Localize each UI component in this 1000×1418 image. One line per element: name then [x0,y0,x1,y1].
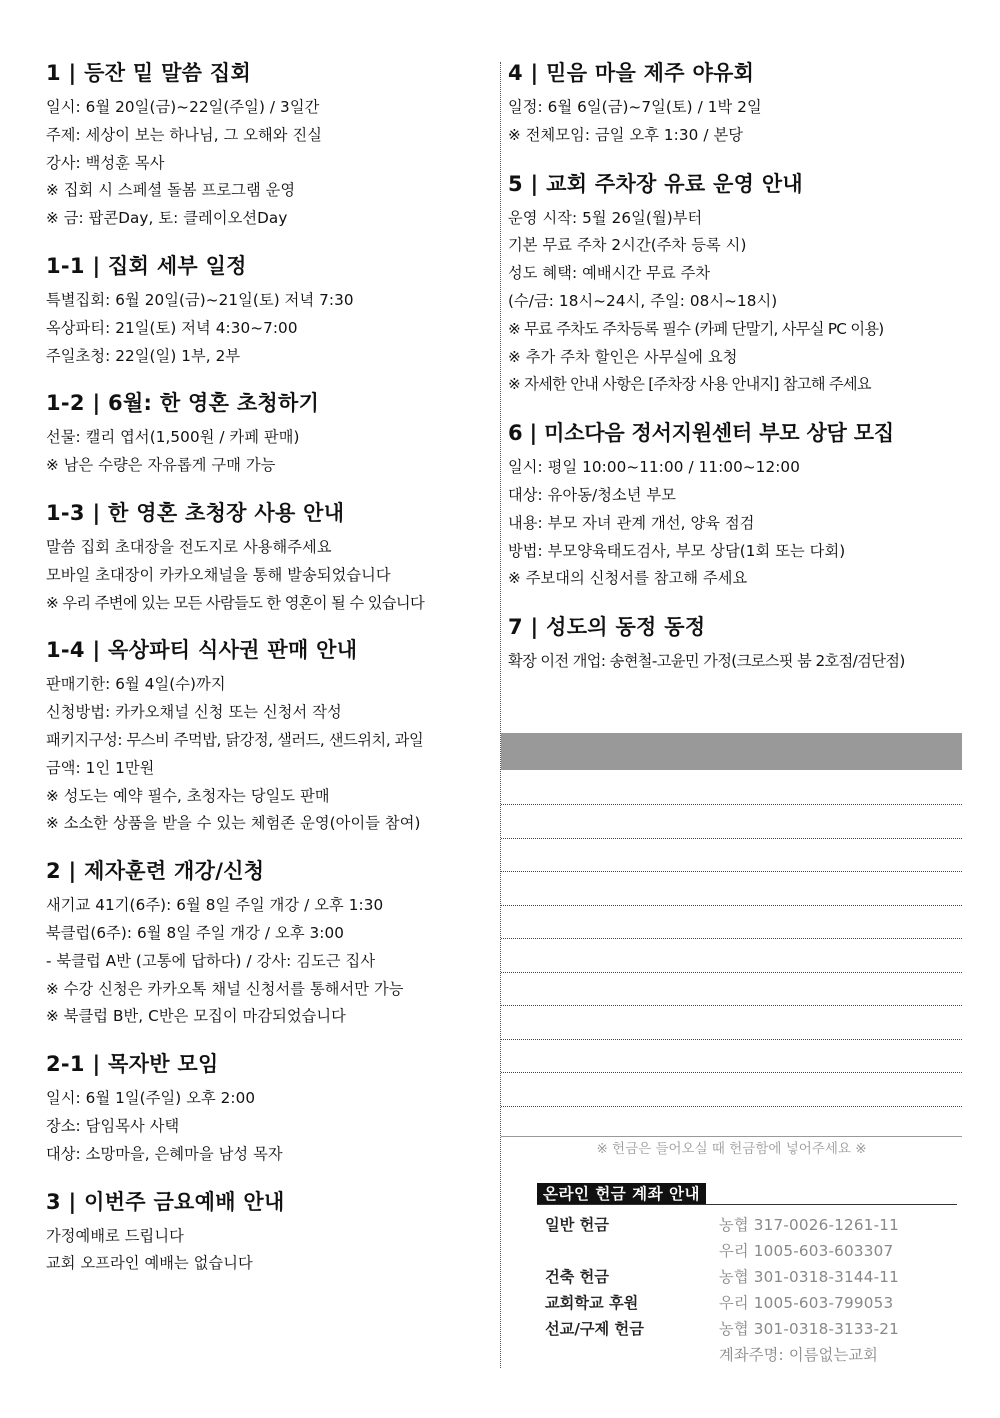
section-title: 4 | 믿음 마을 제주 야유회 [508,61,755,85]
section-line: 금액: 1인 1만원 [46,758,155,777]
account-row [545,1264,955,1290]
section-line: (수/금: 18시~24시, 주일: 08시~18시) [508,291,778,310]
memo-line [501,1072,962,1073]
account-row [545,1316,955,1342]
section-line: ※ 무료 주차도 주차등록 필수 (카페 단말기, 사무실 PC 이용) [508,319,884,338]
section-line: ※ 추가 주차 할인은 사무실에 요청 [508,347,738,366]
section-line: 선물: 캘리 엽서(1,500원 / 카페 판매) [46,428,300,447]
section-3 [46,1187,496,1279]
account-holder: 계좌주명: 이름없는교회 [719,1346,879,1364]
account-number: 농협 301-0318-3133-21 [719,1320,900,1338]
section-line: ※ 집회 시 스페셜 돌봄 프로그램 운영 [46,181,296,200]
section-line: 신청방법: 카카오채널 신청 또는 신청서 작성 [46,703,342,722]
account-number: 우리 1005-603-799053 [719,1294,894,1312]
section-line: ※ 금: 팝콘Day, 토: 클레이오션Day [46,209,288,228]
section-line: 모바일 초대장이 카카오채널을 통해 발송되었습니다 [46,565,391,584]
memo-line [501,838,962,839]
section-line: 확장 이전 개업: 송현철-고윤민 가정(크로스핏 붐 2호점/검단점) [508,652,905,671]
section-line: ※ 북클럽 B반, C반은 모집이 마감되었습니다 [46,1007,346,1026]
section-line: ※ 성도는 예약 필수, 초청자는 당일도 판매 [46,786,330,805]
section-title: 5 | 교회 주차장 유료 운영 안내 [508,171,803,196]
section-line: 대상: 소망마을, 은혜마을 남성 목자 [46,1144,283,1163]
accounts-title: 온라인 헌금 계좌 안내 [537,1183,706,1205]
section-title: 1-4 | 옥상파티 식사권 판매 안내 [46,638,358,663]
section-7 [508,612,963,676]
memo-line [501,1039,962,1040]
section-line: 새기교 41기(6주): 6월 8일 주일 개강 / 오후 1:30 [46,896,384,915]
section-line: ※ 남은 수량은 자유롭게 구매 가능 [46,456,276,475]
section-line: - 북클럽 A반 (고통에 답하다) / 강사: 김도근 집사 [46,951,376,970]
section-title: 2-1 | 목자반 모임 [46,1052,219,1077]
section-1-3 [46,498,496,617]
account-name: 선교/구제 헌금 [545,1320,644,1338]
account-name [545,1238,719,1264]
left-column [46,58,496,1296]
accounts-title-underline [537,1204,957,1205]
section-line: 기본 무료 주차 2시간(주차 등록 시) [508,236,747,255]
section-2 [46,856,496,1031]
section-line: 말씀 집회 초대장을 전도지로 사용해주세요 [46,537,332,556]
section-title: 1-3 | 한 영혼 초청장 사용 안내 [46,500,345,525]
memo-line [501,905,962,906]
account-number: 우리 1005-603-603307 [719,1242,894,1260]
section-line: 가정예배로 드립니다 [46,1226,184,1245]
section-title: 3 | 이번주 금요예배 안내 [46,1189,285,1214]
accounts-list [545,1212,955,1368]
section-line: ※ 전체모임: 금일 오후 1:30 / 본당 [508,125,744,144]
memo-end-rule [501,1136,962,1137]
account-row [545,1212,955,1238]
section-line: ※ 자세한 안내 사항은 [주차장 사용 안내지] 참고해 주세요 [508,375,871,394]
section-4 [508,58,963,150]
section-5 [508,169,963,400]
memo-line [501,1106,962,1107]
section-title: 1-1 | 집회 세부 일정 [46,253,247,278]
section-line: 방법: 부모양육태도검사, 부모 상담(1회 또는 다회) [508,541,846,560]
section-line: 일시: 6월 1일(주일) 오후 2:00 [46,1089,256,1108]
section-line: ※ 수강 신청은 카카오톡 채널 신청서를 통해서만 가능 [46,979,404,998]
memo-header-bar [501,733,962,770]
section-6 [508,418,963,593]
account-name [545,1342,719,1368]
section-2-1 [46,1049,496,1168]
section-line: 옥상파티: 21일(토) 저녁 4:30~7:00 [46,318,298,337]
memo-line [501,972,962,973]
section-1-4 [46,635,496,838]
section-1-2 [46,388,496,480]
section-line: 내용: 부모 자녀 관계 개선, 양육 점검 [508,513,755,532]
account-number: 농협 301-0318-3144-11 [719,1268,900,1286]
account-row [545,1290,955,1316]
memo-line [501,871,962,872]
section-line: 강사: 백성훈 목사 [46,153,165,172]
account-name: 일반 헌금 [545,1216,609,1234]
section-title: 6 | 미소다음 정서지원센터 부모 상담 모집 [508,421,894,446]
section-line: ※ 소소한 상품을 받을 수 있는 체험존 운영(아이들 참여) [46,814,421,833]
section-title: 2 | 제자훈련 개강/신청 [46,859,265,884]
account-name: 교회학교 후원 [545,1294,639,1312]
section-line: 장소: 담임목사 사택 [46,1116,180,1135]
section-line: 북클럽(6주): 6월 8일 주일 개강 / 오후 3:00 [46,923,345,942]
account-row [545,1238,955,1264]
right-column [508,58,963,695]
section-line: ※ 주보대의 신청서를 참고해 주세요 [508,569,748,588]
section-line: 성도 혜택: 예배시간 무료 주차 [508,264,711,283]
section-line: 주일초청: 22일(일) 1부, 2부 [46,346,241,365]
section-title: 1 | 등잔 밑 말씀 집회 [46,61,252,85]
section-line: 특별집회: 6월 20일(금)~21일(토) 저녁 7:30 [46,290,354,309]
section-line: 일정: 6월 6일(금)~7일(토) / 1박 2일 [508,98,762,116]
section-line: 일시: 6월 20일(금)~22일(주일) / 3일간 [46,98,320,116]
section-line: 패키지구성: 무스비 주먹밥, 닭강정, 샐러드, 샌드위치, 과일 [46,730,424,749]
section-line: 교회 오프라인 예배는 없습니다 [46,1254,253,1273]
account-name: 건축 헌금 [545,1268,609,1286]
section-title: 1-2 | 6월: 한 영혼 초청하기 [46,391,320,416]
column-divider [500,62,501,1368]
section-line: 대상: 유아동/청소년 부모 [508,485,677,504]
section-line: 일시: 평일 10:00~11:00 / 11:00~12:00 [508,458,800,477]
section-line: 주제: 세상이 보는 하나님, 그 오해와 진실 [46,125,323,144]
memo-line [501,1005,962,1006]
account-row [545,1342,955,1368]
section-1 [46,58,496,233]
section-line: 판매기한: 6월 4일(수)까지 [46,675,226,694]
memo-line [501,804,962,805]
section-title: 7 | 성도의 동정 동정 [508,615,706,640]
account-number: 농협 317-0026-1261-11 [719,1216,900,1234]
section-line: 운영 시작: 5월 26일(월)부터 [508,208,703,227]
section-1-1 [46,251,496,370]
memo-line [501,938,962,939]
section-line: ※ 우리 주변에 있는 모든 사람들도 한 영혼이 될 수 있습니다 [46,593,425,612]
offering-note: ※ 헌금은 들어오실 때 헌금함에 넣어주세요 ※ [596,1141,867,1157]
